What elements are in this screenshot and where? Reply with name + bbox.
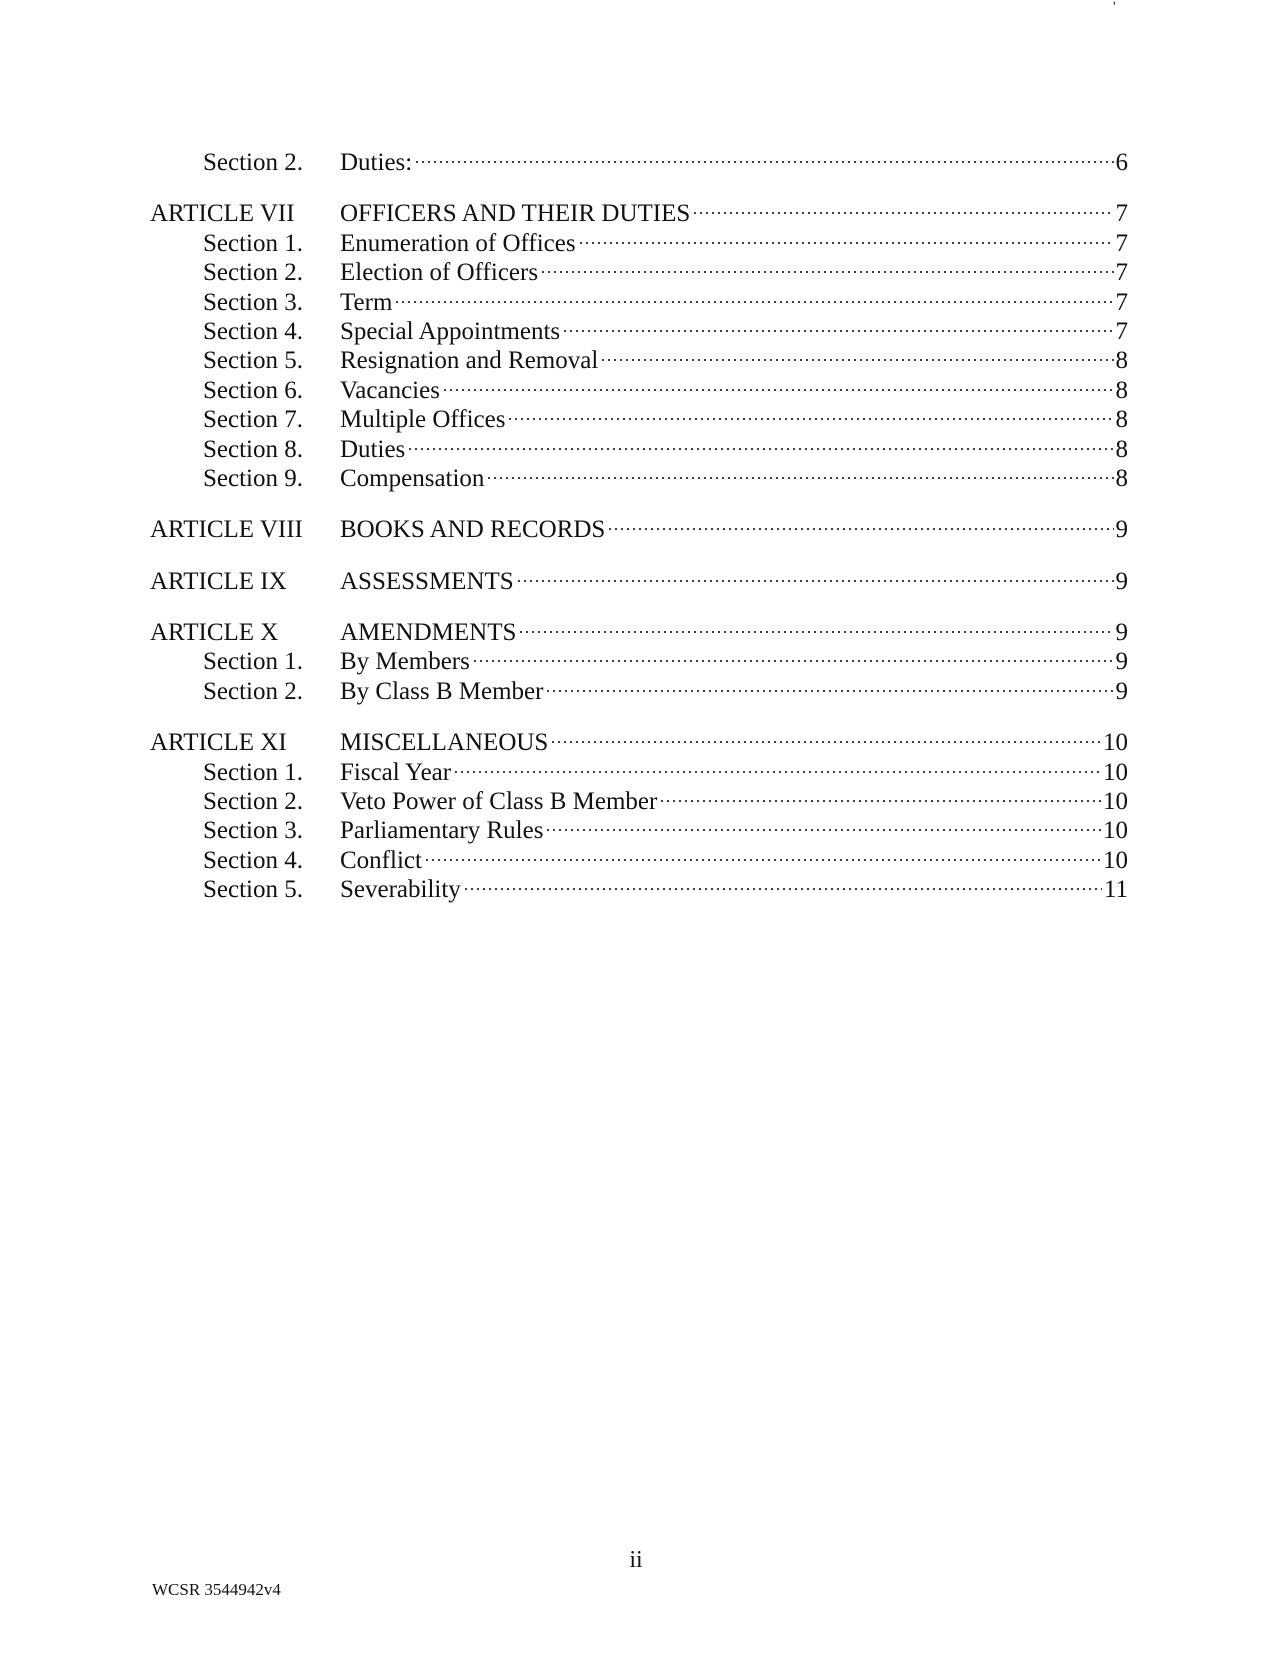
toc-entry-title: Compensation: [340, 464, 485, 492]
toc-entry-page: 10: [1103, 846, 1128, 874]
dot-leader: [507, 418, 1113, 420]
toc-entry-page: 10: [1103, 817, 1128, 845]
toc-group: [150, 515, 1128, 544]
toc-section-row: [150, 258, 1128, 287]
toc-article-row: [150, 728, 1128, 757]
toc-section-row: [150, 846, 1128, 875]
toc-entry-label: ARTICLE VII: [150, 200, 295, 228]
toc-section-row: [150, 816, 1128, 845]
toc-group: [150, 567, 1128, 596]
toc-entry-title: Resignation and Removal: [340, 347, 599, 375]
toc-entry-title: Vacancies: [340, 376, 440, 404]
toc-entry-title: Enumeration of Offices: [340, 229, 576, 257]
toc-section-row: [150, 875, 1128, 904]
toc-group: [150, 728, 1128, 904]
toc-section-row: [150, 787, 1128, 816]
toc-entry-title: ASSESSMENTS: [340, 567, 514, 595]
toc-entry-page: 8: [1115, 376, 1128, 404]
dot-leader: [600, 359, 1113, 361]
toc-entry-title: AMENDMENTS: [340, 619, 517, 647]
toc-group: [150, 148, 1128, 177]
toc-entry-title: Duties: [340, 435, 406, 463]
toc-entry-label: Section 9.: [203, 464, 303, 492]
dot-leader: [414, 161, 1113, 163]
toc-entry-label: Section 4.: [203, 846, 303, 874]
table-of-contents: [150, 148, 1128, 927]
toc-article-row: [150, 567, 1128, 596]
toc-article-row: [150, 618, 1128, 647]
dot-leader: [463, 888, 1102, 890]
toc-entry-title: BOOKS AND RECORDS: [340, 516, 606, 544]
toc-entry-title: Duties:: [340, 149, 413, 176]
toc-entry-page: 9: [1115, 567, 1128, 595]
page-number: ii: [629, 1547, 643, 1573]
toc-article-row: [150, 515, 1128, 544]
toc-entry-page: 9: [1115, 677, 1128, 705]
toc-entry-label: Section 2.: [203, 677, 303, 705]
toc-entry-page: 8: [1115, 435, 1128, 463]
dot-leader: [486, 477, 1113, 479]
dot-leader: [407, 448, 1113, 450]
toc-entry-page: 7: [1115, 317, 1128, 345]
toc-entry-page: 7: [1115, 229, 1128, 257]
toc-entry-title: Conflict: [340, 846, 422, 874]
toc-entry-title: OFFICERS AND THEIR DUTIES: [340, 200, 691, 228]
toc-section-row: [150, 346, 1128, 375]
toc-entry-title: Veto Power of Class B Member: [340, 788, 658, 816]
dot-leader: [453, 771, 1101, 773]
toc-entry-label: Section 2.: [203, 788, 303, 816]
dot-leader: [545, 829, 1101, 831]
toc-entry-title: By Members: [340, 648, 470, 676]
toc-section-row: [150, 229, 1128, 258]
toc-section-row: [150, 405, 1128, 434]
dot-leader: [518, 631, 1113, 633]
dot-leader: [562, 330, 1113, 332]
toc-entry-page: 11: [1103, 876, 1128, 904]
toc-entry-label: Section 1.: [203, 758, 303, 786]
dot-leader: [516, 580, 1114, 582]
toc-article-row: [150, 199, 1128, 228]
toc-section-row: [150, 464, 1128, 493]
toc-section-row: [150, 677, 1128, 706]
toc-entry-label: Section 3.: [203, 817, 303, 845]
toc-entry-page: 8: [1115, 347, 1128, 375]
toc-entry-page: 7: [1115, 200, 1128, 228]
dot-leader: [545, 690, 1113, 692]
toc-section-row: [150, 647, 1128, 676]
toc-section-row: [150, 758, 1128, 787]
corner-mark: ': [1113, 0, 1116, 15]
toc-section-row: [150, 317, 1128, 346]
dot-leader: [550, 741, 1101, 743]
toc-group: [150, 199, 1128, 493]
dot-leader: [659, 800, 1101, 802]
toc-entry-label: ARTICLE IX: [150, 567, 287, 595]
toc-entry-title: Election of Officers: [340, 259, 539, 287]
toc-entry-page: 9: [1115, 516, 1128, 544]
toc-section-row: [150, 288, 1128, 317]
toc-entry-label: ARTICLE VIII: [150, 516, 303, 544]
toc-entry-label: ARTICLE XI: [150, 729, 287, 757]
toc-entry-label: Section 4.: [203, 317, 303, 345]
toc-entry-title: By Class B Member: [340, 677, 544, 705]
toc-entry-label: Section 5.: [203, 347, 303, 375]
toc-entry-label: ARTICLE X: [150, 619, 279, 647]
dot-leader: [578, 242, 1114, 244]
toc-entry-page: 10: [1103, 729, 1128, 757]
toc-entry-page: 10: [1103, 788, 1128, 816]
dot-leader: [692, 212, 1113, 214]
toc-entry-label: Section 1.: [203, 648, 303, 676]
toc-entry-page: 7: [1115, 259, 1128, 287]
dot-leader: [442, 389, 1114, 391]
toc-section-row: [150, 148, 1128, 177]
toc-entry-page: 10: [1103, 758, 1128, 786]
toc-section-row: [150, 376, 1128, 405]
toc-entry-page: 7: [1115, 288, 1128, 316]
dot-leader: [607, 528, 1113, 530]
toc-entry-label: Section 8.: [203, 435, 303, 463]
toc-entry-label: Section 7.: [203, 406, 303, 434]
dot-leader: [424, 859, 1101, 861]
toc-entry-title: Fiscal Year: [340, 758, 452, 786]
dot-leader: [472, 660, 1114, 662]
toc-entry-label: Section 2.: [203, 259, 303, 287]
toc-entry-page: 6: [1115, 149, 1128, 176]
dot-leader: [394, 301, 1113, 303]
toc-entry-title: Multiple Offices: [340, 406, 506, 434]
document-id: WCSR 3544942v4: [152, 1580, 281, 1599]
toc-entry-label: Section 2.: [203, 149, 303, 176]
toc-entry-page: 9: [1115, 648, 1128, 676]
toc-entry-label: Section 5.: [203, 876, 303, 904]
toc-entry-page: 8: [1115, 406, 1128, 434]
toc-entry-page: 8: [1115, 464, 1128, 492]
dot-leader: [540, 271, 1113, 273]
toc-group: [150, 618, 1128, 706]
toc-entry-title: Parliamentary Rules: [340, 817, 544, 845]
toc-entry-label: Section 6.: [203, 376, 303, 404]
toc-entry-title: Special Appointments: [340, 317, 561, 345]
toc-section-row: [150, 435, 1128, 464]
toc-entry-label: Section 3.: [203, 288, 303, 316]
toc-entry-label: Section 1.: [203, 229, 303, 257]
toc-entry-title: Severability: [340, 876, 461, 904]
toc-entry-title: Term: [340, 288, 393, 316]
toc-entry-page: 9: [1115, 619, 1128, 647]
toc-entry-title: MISCELLANEOUS: [340, 729, 549, 757]
